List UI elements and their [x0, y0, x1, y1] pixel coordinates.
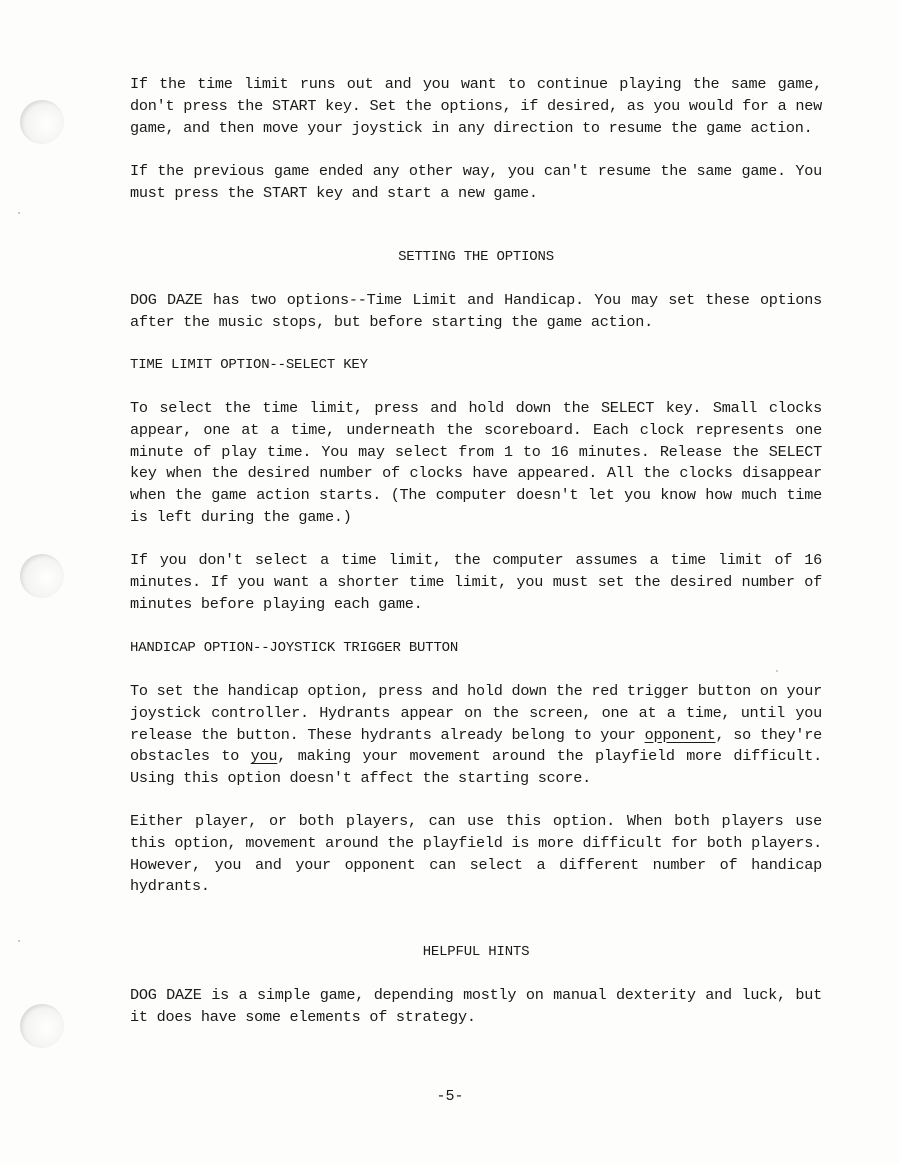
binder-hole [20, 1004, 64, 1048]
page-number: -5- [436, 1088, 464, 1105]
section-title-setting-options: SETTING THE OPTIONS [398, 249, 554, 265]
paragraph-time-limit-default: If you don't select a time limit, the computer assumes a time limit of 16 minutes. If you want a shorter time limit, you must set the desired number of minutes before playing each game. [130, 551, 822, 613]
paragraph-handicap-both-players: Either player, or both players, can use this option. When both players use this option, movement around the playfield is more difficult for both players. However, you and your opponent can select a different number of handicap hydrants. [130, 812, 822, 896]
text-run: , so they're obstacles to [130, 725, 822, 766]
paragraph-hints-intro: DOG DAZE is a simple game, depending mostly on manual dexterity and luck, but it does have some elements of strategy. [130, 986, 822, 1026]
paper-speck [776, 670, 778, 672]
binder-hole [20, 100, 64, 144]
paragraph-new-game: If the previous game ended any other way, you can't resume the same game. You must press the START key and start a new game. [130, 162, 822, 202]
text-run: To set the handicap option, press and hold down the red trigger button on your joystick controller. Hydrants appear on the screen, one at a time, until you release the button. These hydrants already belong to your [130, 682, 822, 744]
underlined-opponent: opponent [644, 725, 716, 744]
text-run: , making your movement around the playfield more difficult. Using this option doesn't affect the starting score. [130, 747, 822, 788]
paragraph-time-limit-select: To select the time limit, press and hold down the SELECT key. Small clocks appear, one at a time, underneath the scoreboard. Each clock represents one minute of play time. You may select from 1 to 16 minutes. Release the SELECT key when the desired number of clocks have appeared. All the clocks disappear when the game action starts. (The computer doesn't let you know how much time is left during the game.) [130, 399, 822, 526]
paper-speck [18, 212, 20, 214]
binder-hole [20, 554, 64, 598]
paragraph-options-intro: DOG DAZE has two options--Time Limit and Handicap. You may set these options after the music stops, but before starting the game action. [130, 291, 822, 331]
subheading-handicap: HANDICAP OPTION--JOYSTICK TRIGGER BUTTON [130, 640, 459, 656]
paragraph-handicap-set [130, 681, 822, 790]
section-title-helpful-hints: HELPFUL HINTS [422, 944, 530, 960]
paper-speck [18, 940, 20, 942]
paragraph-continue-game: If the time limit runs out and you want to continue playing the same game, don't press the START key. Set the options, if desired, as you would for a new game, and then move your joystick in any direction to resume the game action. [130, 75, 822, 137]
underlined-you: you [250, 747, 278, 766]
subheading-time-limit: TIME LIMIT OPTION--SELECT KEY [130, 357, 368, 373]
